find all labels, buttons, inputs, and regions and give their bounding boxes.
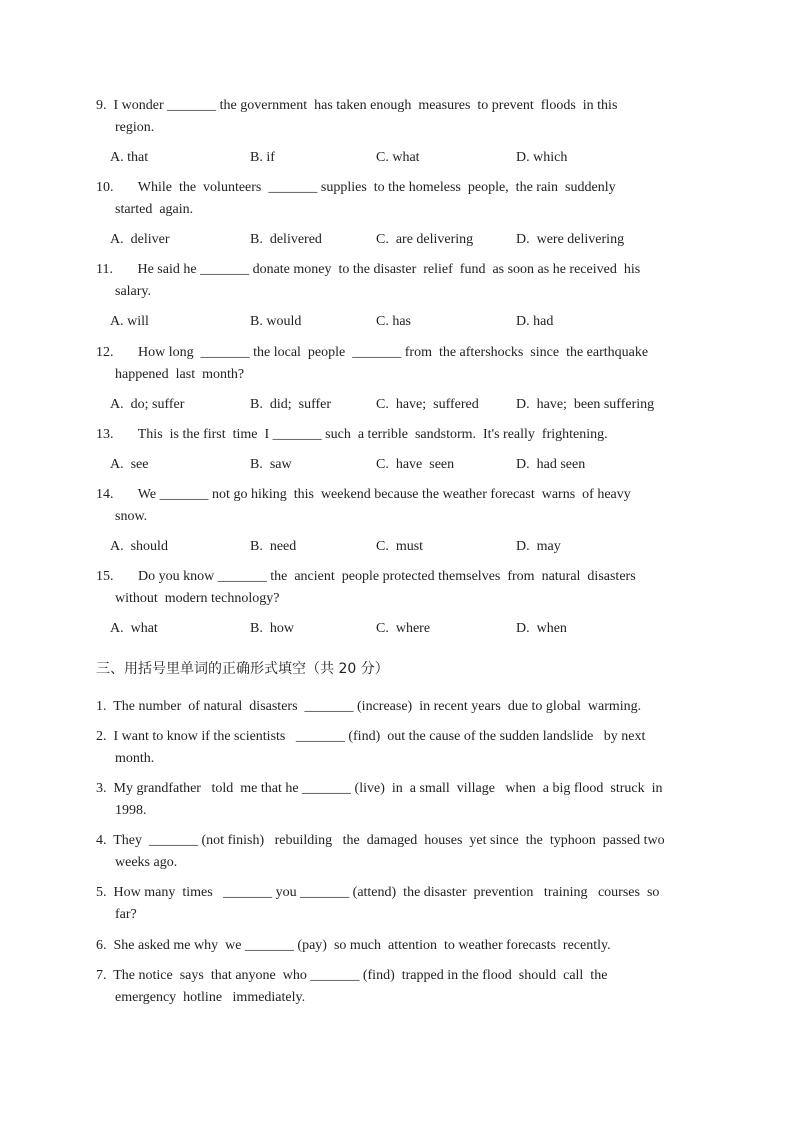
question-text: 12. How long _______ the local people _______ from the aftershocks since the earthquake (96, 345, 649, 360)
option-b: B. did; suffer (250, 397, 332, 412)
fill-item-3 (96, 778, 706, 822)
question-text-continued: region. (115, 120, 155, 135)
fill-item-6 (96, 935, 706, 957)
options-row (96, 536, 696, 558)
option-c: C. where (376, 621, 431, 636)
option-b: B. saw (250, 457, 292, 472)
option-a: A. should (110, 539, 168, 554)
item-text: 6. She asked me why we _______ (pay) so much attention to weather forecasts recently. (96, 938, 611, 953)
question-text: 13. This is the first time I _______ such a terrible sandstorm. It's really frightening. (96, 427, 608, 442)
option-a: A. see (110, 457, 149, 472)
option-d: D. were delivering (516, 232, 625, 247)
option-b: B. need (250, 539, 297, 554)
option-b: B. delivered (250, 232, 322, 247)
question-text-continued: happened last month? (115, 367, 245, 382)
options-row (96, 229, 696, 251)
item-text: 2. I want to know if the scientists _______ (find) out the cause of the sudden landslide by next (96, 729, 646, 744)
fill-item-2 (96, 726, 706, 770)
option-b: B. if (250, 150, 275, 165)
question-9 (96, 95, 696, 169)
item-text-continued: far? (115, 907, 137, 922)
option-a: A. deliver (110, 232, 170, 247)
option-d: D. when (516, 621, 567, 636)
option-c: C. has (376, 314, 411, 329)
fill-item-4 (96, 830, 706, 874)
option-a: A. that (110, 150, 149, 165)
fill-item-1 (96, 696, 706, 718)
fill-item-5 (96, 882, 706, 926)
option-d: D. had seen (516, 457, 586, 472)
question-text: 15. Do you know _______ the ancient people protected themselves from natural disasters (96, 569, 636, 584)
options-row (96, 454, 696, 476)
option-b: B. how (250, 621, 294, 636)
item-text-continued: month. (115, 751, 155, 766)
item-text: 7. The notice says that anyone who _______ (find) trapped in the flood should call the (96, 968, 608, 983)
question-text-continued: salary. (115, 284, 152, 299)
option-c: C. are delivering (376, 232, 474, 247)
question-text: 14. We _______ not go hiking this weekend because the weather forecast warns of heavy (96, 487, 631, 502)
option-c: C. have; suffered (376, 397, 479, 412)
options-row (96, 311, 696, 333)
question-text-continued: without modern technology? (115, 591, 280, 606)
question-text-continued: started again. (115, 202, 194, 217)
option-d: D. which (516, 150, 568, 165)
question-text: 9. I wonder _______ the government has taken enough measures to prevent floods in this (96, 98, 618, 113)
item-text: 4. They _______ (not finish) rebuilding the damaged houses yet since the typhoon passed two (96, 833, 665, 848)
option-a: A. what (110, 621, 158, 636)
option-a: A. will (110, 314, 149, 329)
item-text: 3. My grandfather told me that he _______ (live) in a small village when a big flood struck in (96, 781, 663, 796)
option-c: C. what (376, 150, 420, 165)
question-14 (96, 484, 696, 558)
item-text: 5. How many times _______ you _______ (attend) the disaster prevention training courses so (96, 885, 660, 900)
question-text: 11. He said he _______ donate money to the disaster relief fund as soon as he received his (96, 262, 641, 277)
item-text-continued: emergency hotline immediately. (115, 990, 306, 1005)
option-d: D. have; been suffering (516, 397, 655, 412)
question-12 (96, 342, 696, 416)
option-c: C. have seen (376, 457, 455, 472)
option-d: D. had (516, 314, 554, 329)
question-10 (96, 177, 696, 251)
options-row (96, 618, 696, 640)
fill-item-7 (96, 965, 706, 1009)
section-title: 三、用括号里单词的正确形式填空（共 20 分） (96, 661, 389, 677)
option-c: C. must (376, 539, 424, 554)
option-b: B. would (250, 314, 302, 329)
question-13 (96, 424, 696, 476)
option-d: D. may (516, 539, 561, 554)
item-text: 1. The number of natural disasters _______ (increase) in recent years due to global warming. (96, 699, 642, 714)
question-text: 10. While the volunteers _______ supplies to the homeless people, the rain suddenly (96, 180, 616, 195)
question-11 (96, 259, 696, 333)
options-row (96, 394, 696, 416)
item-text-continued: weeks ago. (115, 855, 178, 870)
question-text-continued: snow. (115, 509, 148, 524)
question-15 (96, 566, 696, 640)
option-a: A. do; suffer (110, 397, 185, 412)
options-row (96, 147, 696, 169)
item-text-continued: 1998. (115, 803, 147, 818)
